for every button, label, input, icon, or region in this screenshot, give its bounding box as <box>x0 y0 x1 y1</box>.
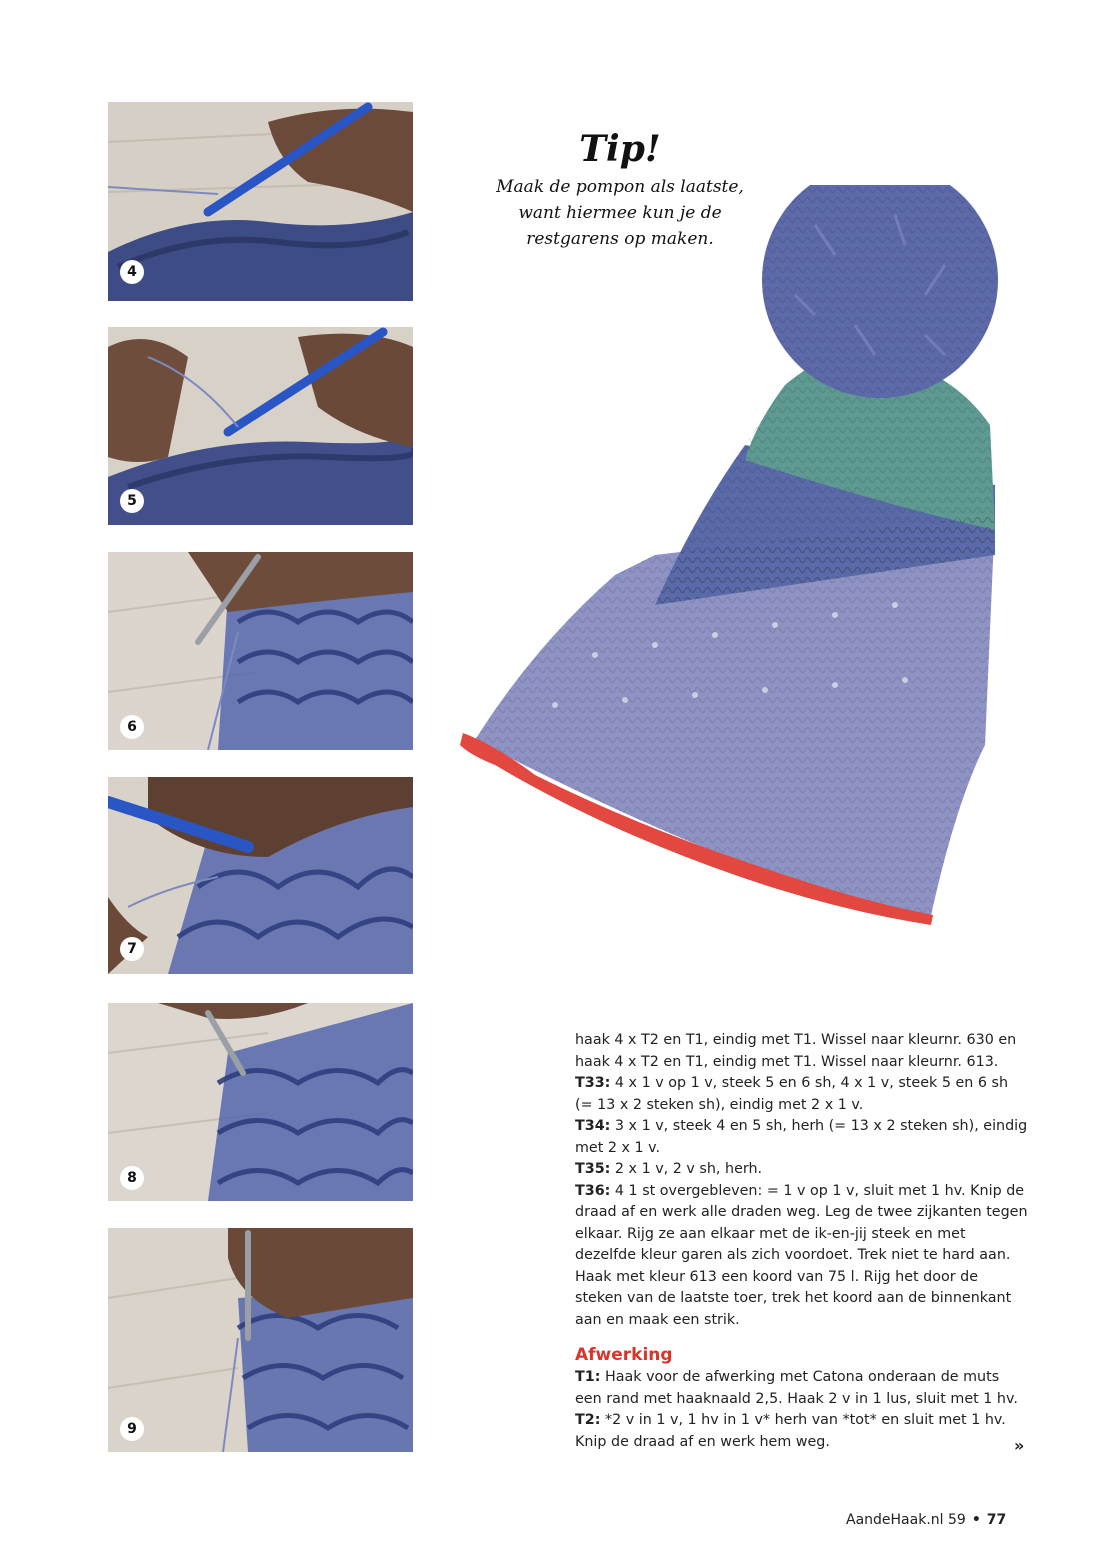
photo-illustration <box>108 327 413 525</box>
step-number-badge: 9 <box>120 1417 144 1441</box>
step-photo-9 <box>108 1228 413 1452</box>
photo-illustration <box>108 102 413 301</box>
row-label: T35: <box>575 1161 611 1177</box>
step-photo-5 <box>108 327 413 525</box>
step-number-badge: 8 <box>120 1166 144 1190</box>
photo-illustration <box>108 777 413 974</box>
instruction-row <box>575 1367 1030 1410</box>
instruction-intro: haak 4 x T2 en T1, eindig met T1. Wissel naar kleurnr. 630 en <box>575 1032 1017 1048</box>
row-label: T36: <box>575 1182 611 1199</box>
tip-title: Tip! <box>579 128 661 170</box>
hat-photo <box>455 185 1015 935</box>
instruction-row <box>575 1116 1030 1159</box>
tip-line: want hiermee kun je de <box>518 203 722 223</box>
step-number-badge: 7 <box>120 937 144 961</box>
row-text: 2 x 1 v, 2 v sh, herh. <box>610 1161 763 1177</box>
step-photo-6 <box>108 552 413 750</box>
page-number: 77 <box>986 1512 1007 1528</box>
magazine-name: AandeHaak.nl 59 <box>846 1512 966 1528</box>
row-text: Haak voor de afwerking met Catona onderaan de muts een rand met haaknaald 2,5. Haak 2 v in 1 lus, sluit met 1 hv. <box>575 1369 1018 1407</box>
row-label: T2: <box>575 1412 601 1428</box>
instructions-text <box>575 1030 1030 1453</box>
footer-separator: • <box>971 1512 981 1528</box>
step-number-badge: 6 <box>120 715 144 739</box>
instruction-row <box>575 1073 1030 1116</box>
section-heading-afwerking: Afwerking <box>575 1345 673 1365</box>
continue-arrow: » <box>1014 1436 1025 1455</box>
instruction-row <box>575 1159 1030 1181</box>
tip-line: Maak de pompon als laatste, <box>496 177 744 197</box>
instruction-row <box>575 1181 1030 1332</box>
row-label: T33: <box>575 1075 611 1091</box>
photo-illustration <box>108 1228 413 1452</box>
tip-line: restgarens op maken. <box>526 229 714 249</box>
row-text: *2 v in 1 v, 1 hv in 1 v* herh van *tot* en sluit met 1 hv. Knip de draad af en werk hem weg. <box>575 1412 1006 1450</box>
step-photo-4 <box>108 102 413 301</box>
step-photo-7 <box>108 777 413 974</box>
photo-illustration <box>108 1003 413 1201</box>
step-number-badge: 4 <box>120 260 144 284</box>
row-label: T1: <box>575 1369 601 1385</box>
row-text: 3 x 1 v, steek 4 en 5 sh, herh (= 13 x 2 steken sh), eindig met 2 x 1 v. <box>575 1118 1028 1156</box>
step-number-badge: 5 <box>120 489 144 513</box>
row-label: T34: <box>575 1118 611 1134</box>
photo-illustration <box>108 552 413 750</box>
instruction-intro: haak 4 x T2 en T1, eindig met T1. Wissel naar kleurnr. 613. <box>575 1053 999 1070</box>
page-footer <box>846 1512 1006 1528</box>
row-text: 4 x 1 v op 1 v, steek 5 en 6 sh, 4 x 1 v, steek 5 en 6 sh (= 13 x 2 steken sh), eindig met 2 x 1 v. <box>575 1075 1009 1113</box>
step-photo-8 <box>108 1003 413 1201</box>
instruction-row <box>575 1410 1030 1453</box>
row-text: 4 1 st overgebleven: = 1 v op 1 v, sluit met 1 hv. Knip de draad af en werk alle draden weg. Leg de twee zijkanten tegen elkaar. Rijg ze aan elkaar met de ik-en-jij steek en met dezelfde kleur garen als zich voordoet. Trek niet te hard aan. Haak met kleur 613 een koord van 75 l. Rijg het door de steken van de laatste toer, trek het koord aan de binnenkant aan en maak een strik. <box>575 1182 1028 1328</box>
